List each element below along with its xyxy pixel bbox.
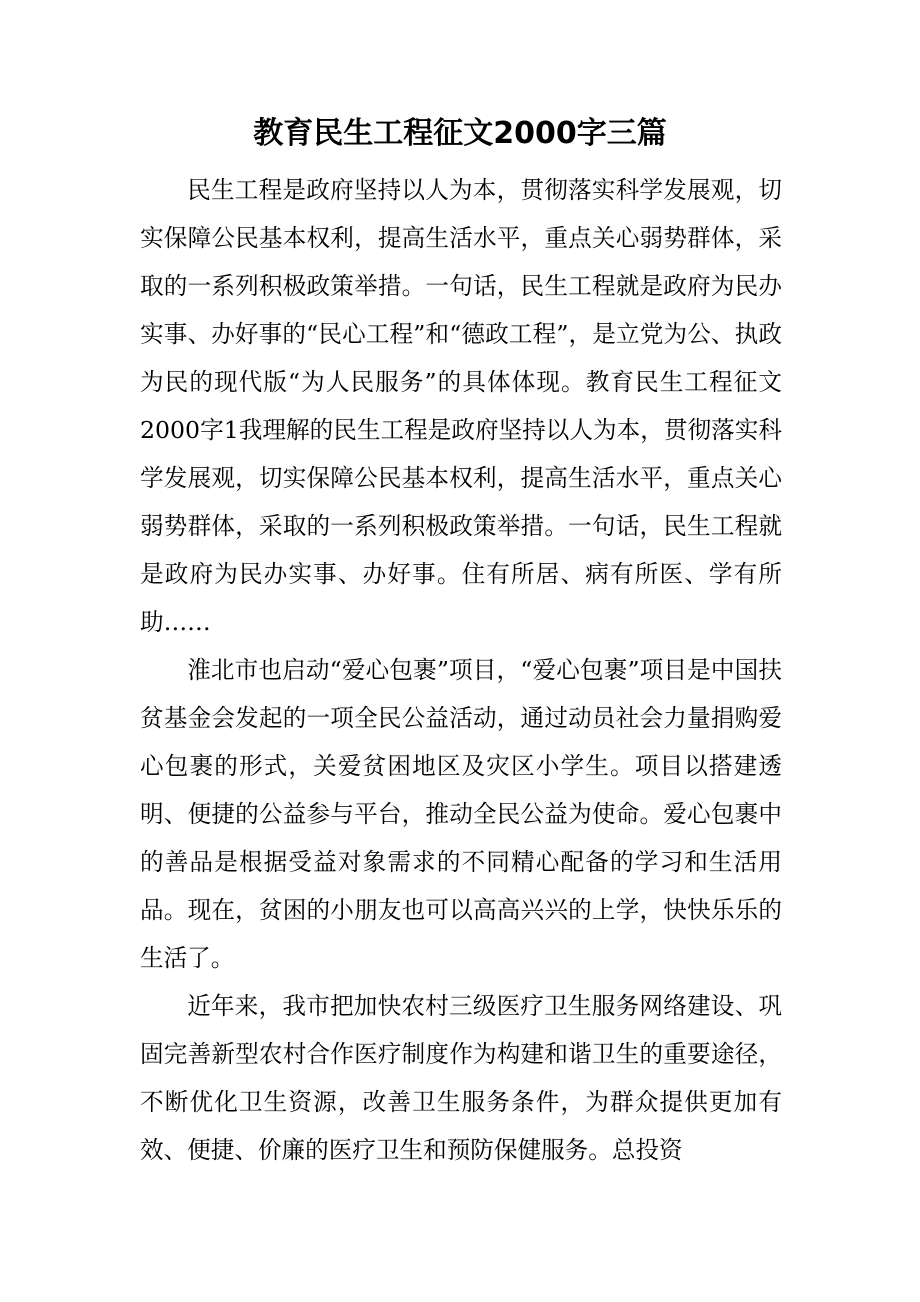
document-body (140, 166, 782, 1174)
paragraph-3: 近年来，我市把加快农村三级医疗卫生服务网络建设、巩固完善新型农村合作医疗制度作为构建和谐卫生的重要途径，不断优化卫生资源，改善卫生服务条件，为群众提供更加有效、便捷、价廉的医疗卫生和预防保健服务。总投资 (140, 992, 782, 1164)
paragraph-1: 民生工程是政府坚持以人为本，贯彻落实科学发展观，切实保障公民基本权利，提高生活水平，重点关心弱势群体，采取的一系列积极政策举措。一句话，民生工程就是政府为民办实事、办好事的“民心工程”和“德政工程”，是立党为公、执政为民的现代版“为人民服务”的具体体现。教育民生工程征文2000字1我理解的民生工程是政府坚持以人为本，贯彻落实科学发展观，切实保障公民基本权利，提高生活水平，重点关心弱势群体，采取的一系列积极政策举措。一句话，民生工程就是政府为民办实事、办好事。住有所居、病有所医、学有所助…… (140, 176, 782, 636)
paragraph-2: 淮北市也启动“爱心包裹”项目，“爱心包裹”项目是中国扶贫基金会发起的一项全民公益活动，通过动员社会力量捐购爱心包裹的形式，关爱贫困地区及灾区小学生。项目以搭建透明、便捷的公益参与平台，推动全民公益为使命。爱心包裹中的善品是根据受益对象需求的不同精心配备的学习和生活用品。现在，贫困的小朋友也可以高高兴兴的上学，快快乐乐的生活了。 (140, 656, 782, 972)
document-title: 教育民生工程征文2000字三篇 (253, 116, 667, 151)
